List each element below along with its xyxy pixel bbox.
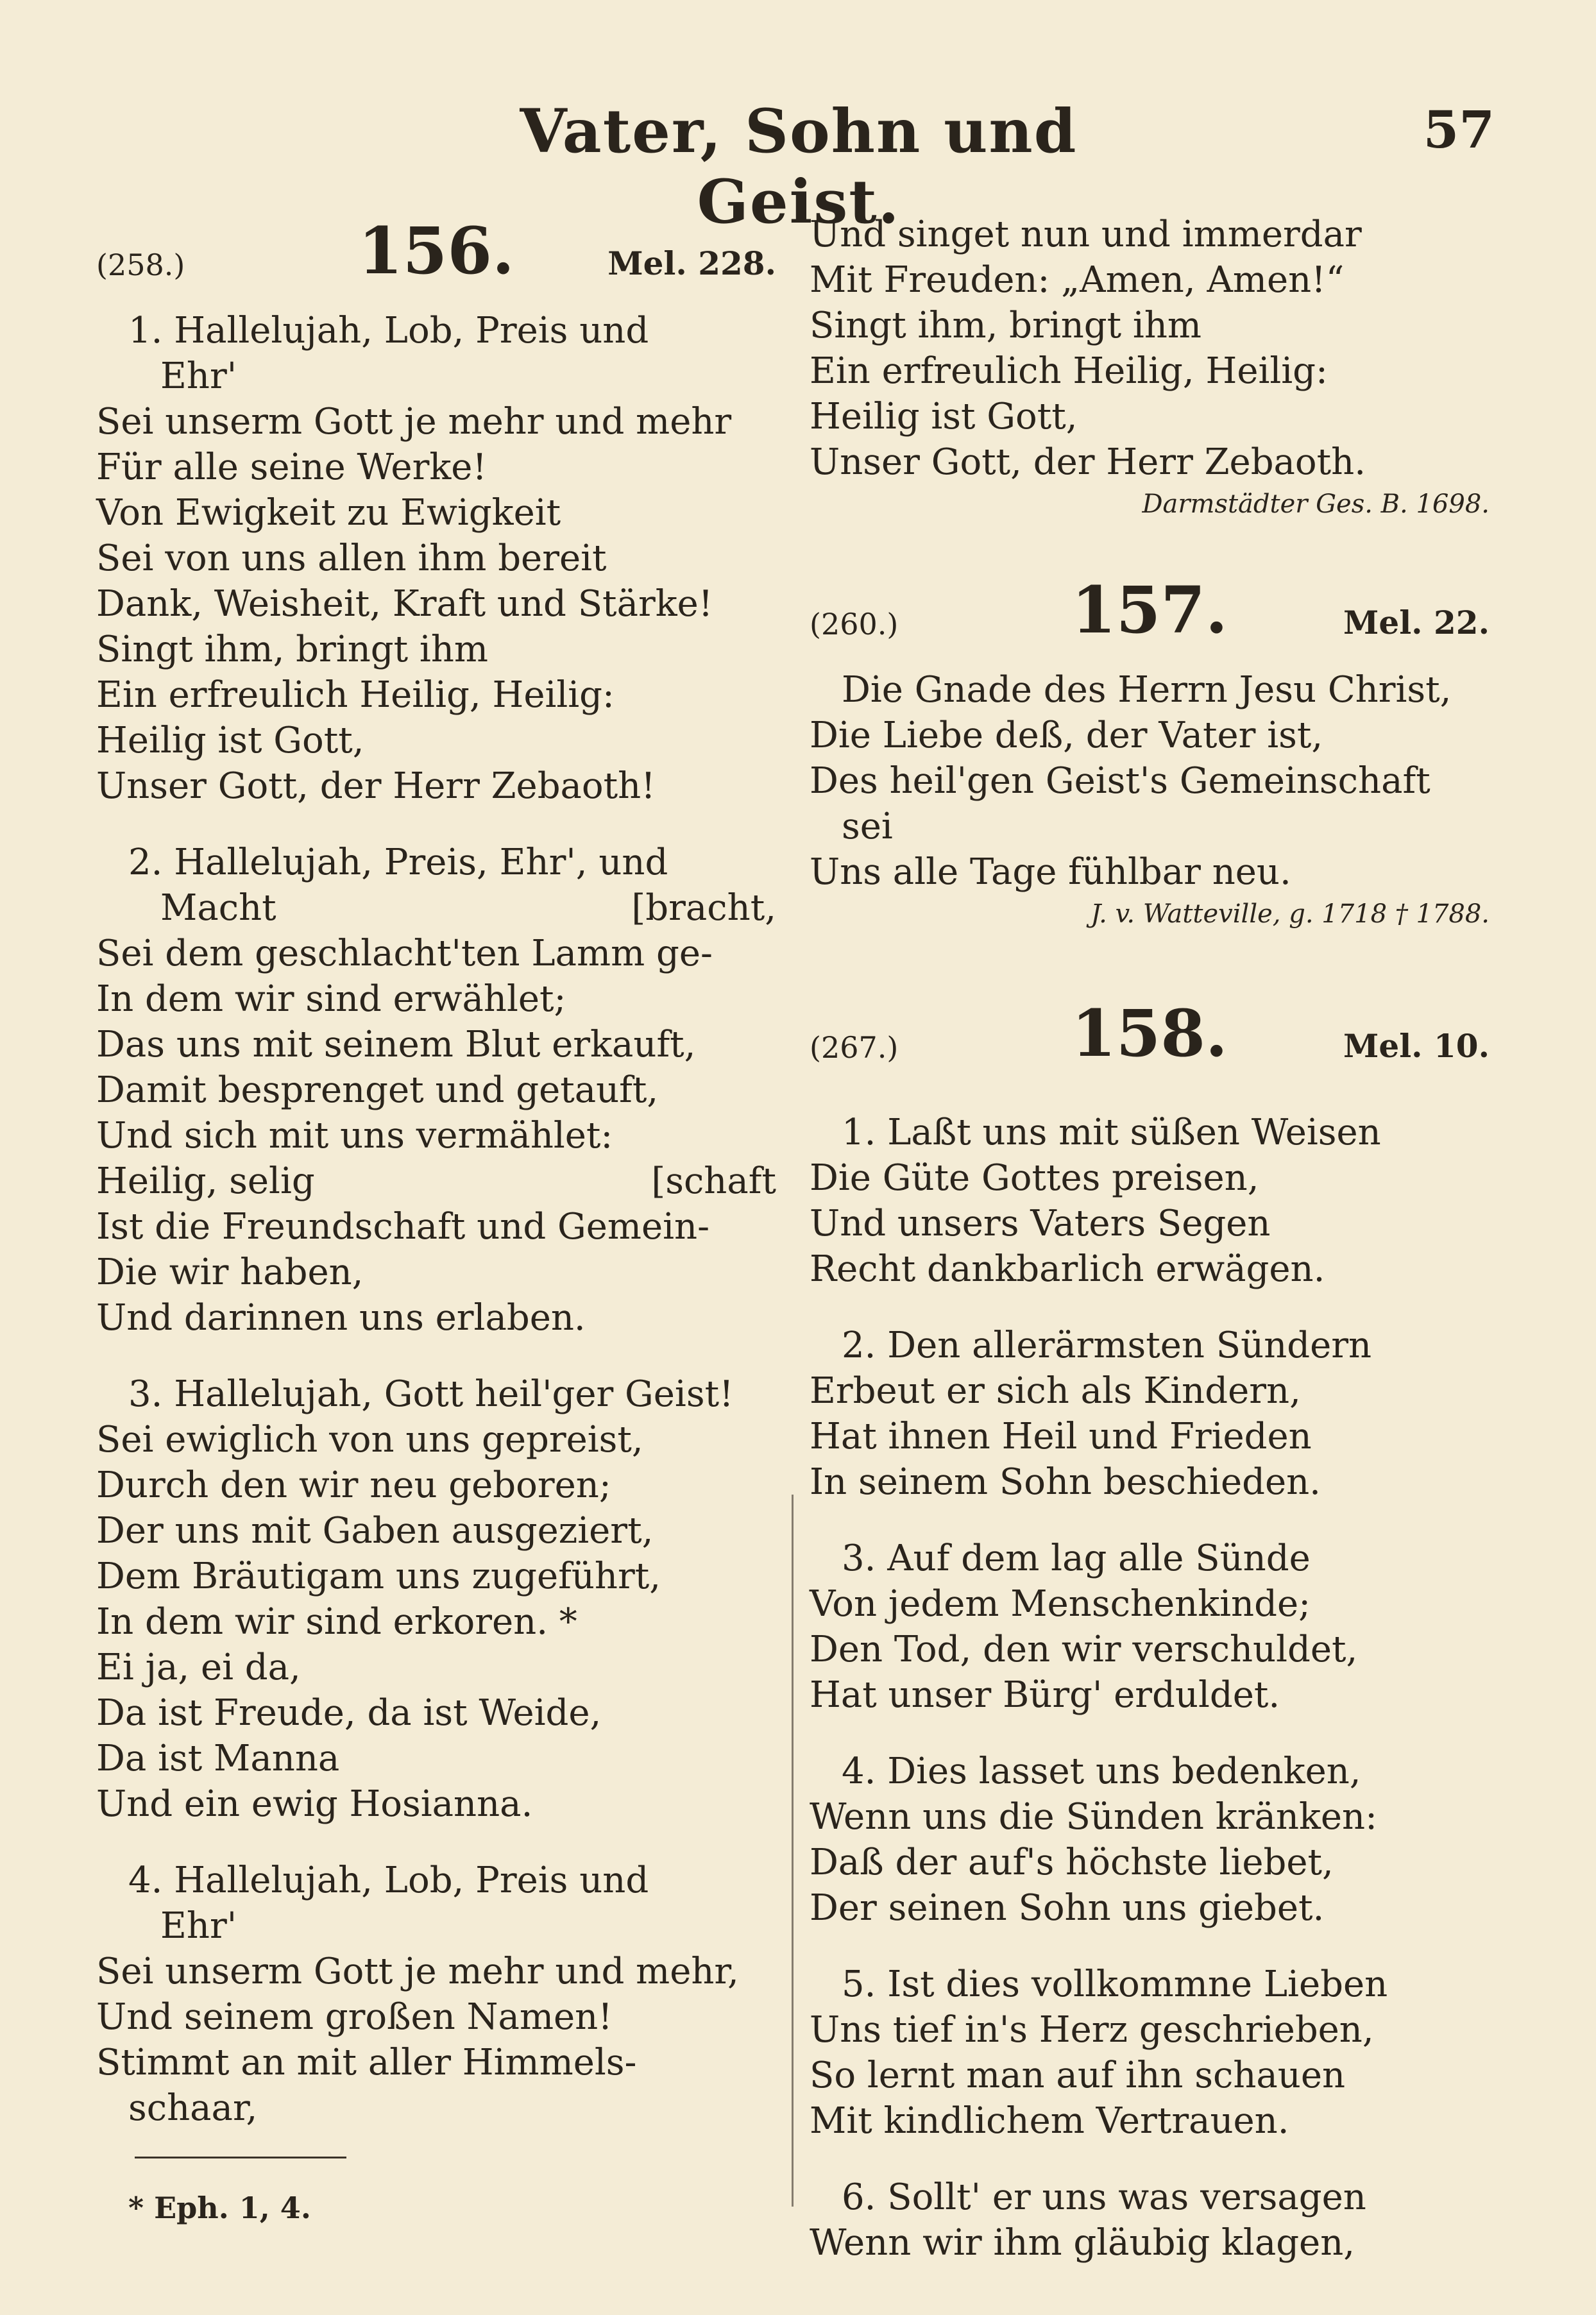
melody-ref: Mel. 228. bbox=[607, 244, 776, 282]
verse-line: Von jedem Menschenkinde; bbox=[810, 1583, 1311, 1625]
verse-line: Und darinnen uns erlaben. bbox=[96, 1297, 586, 1339]
verse-line: Recht dankbarlich erwägen. bbox=[810, 1248, 1325, 1290]
verse-line: Singt ihm, bringt ihm bbox=[810, 305, 1201, 346]
verse-line-text: Macht bbox=[160, 887, 276, 929]
verse-line: Damit besprenget und getauft, bbox=[96, 1069, 659, 1111]
verse-line: sei bbox=[842, 806, 893, 847]
verse-line: Sei unserm Gott je mehr und mehr bbox=[96, 401, 732, 443]
verse-line: 5. Ist dies vollkommne Lieben bbox=[842, 1963, 1388, 2005]
footnote: * Eph. 1, 4. bbox=[128, 2191, 311, 2225]
verse-line: Heilig ist Gott, bbox=[96, 720, 364, 761]
verse-line: Sei von uns allen ihm bereit bbox=[96, 538, 607, 579]
verse-line: schaar, bbox=[128, 2087, 258, 2129]
hymn-ref: (260.) bbox=[810, 607, 899, 641]
verse-line: 1. Hallelujah, Lob, Preis und bbox=[128, 310, 649, 352]
verse-line: Heilig ist Gott, bbox=[810, 396, 1078, 437]
verse-line: Wenn wir ihm gläubig klagen, bbox=[810, 2222, 1355, 2264]
verse-line: 4. Hallelujah, Lob, Preis und bbox=[128, 1860, 649, 1901]
verse-line: In dem wir sind erkoren. * bbox=[96, 1601, 577, 1643]
attribution: Darmstädter Ges. B. 1698. bbox=[1142, 489, 1490, 519]
verse-line: Und unsers Vaters Segen bbox=[810, 1203, 1271, 1244]
verse-line: Unser Gott, der Herr Zebaoth! bbox=[96, 765, 656, 807]
carryover-text: [bracht, bbox=[631, 887, 776, 929]
hymn-156-verses bbox=[96, 308, 776, 2131]
verse-line: Des heil'gen Geist's Gemeinschaft bbox=[810, 760, 1430, 802]
verse-line: Von Ewigkeit zu Ewigkeit bbox=[96, 492, 561, 534]
hymn-number: 157. bbox=[1071, 572, 1228, 648]
verse-line: Ei ja, ei da, bbox=[96, 1647, 301, 1688]
hymn-number: 158. bbox=[1071, 996, 1228, 1071]
verse-line: Sei ewiglich von uns gepreist, bbox=[96, 1419, 643, 1461]
verse-line: Wenn uns die Sünden kränken: bbox=[810, 1796, 1377, 1838]
melody-ref: Mel. 10. bbox=[1343, 1027, 1490, 1065]
verse-line: 3. Auf dem lag alle Sünde bbox=[842, 1538, 1311, 1579]
verse-line: Und singet nun und immerdar bbox=[810, 214, 1362, 255]
running-title: Vater, Sohn und Geist. bbox=[520, 96, 1078, 237]
verse-line: Und seinem großen Namen! bbox=[96, 1996, 613, 2038]
verse-line: Da ist Freude, da ist Weide, bbox=[96, 1692, 602, 1734]
verse-line-text: Heilig, selig bbox=[96, 1160, 315, 1202]
verse-line: Daß der auf's höchste liebet, bbox=[810, 1842, 1334, 1883]
footnote-rule bbox=[135, 2157, 346, 2158]
attribution: J. v. Watteville, g. 1718 † 1788. bbox=[1091, 899, 1490, 929]
verse-line: Ehr' bbox=[160, 355, 237, 397]
carryover-text: [schaft bbox=[651, 1160, 776, 1202]
verse-line: In dem wir sind erwählet; bbox=[96, 978, 566, 1020]
column-rule bbox=[792, 1495, 794, 2207]
page-number: 57 bbox=[1423, 99, 1495, 160]
verse-line bbox=[96, 1158, 776, 1204]
verse-line: Dem Bräutigam uns zugeführt, bbox=[96, 1556, 661, 1597]
verse-line: Der uns mit Gaben ausgeziert, bbox=[96, 1510, 654, 1552]
verse-line: Unser Gott, der Herr Zebaoth. bbox=[810, 441, 1366, 483]
hymn-156-header bbox=[96, 213, 776, 289]
verse-line: Der seinen Sohn uns giebet. bbox=[810, 1887, 1325, 1929]
verse-line: Singt ihm, bringt ihm bbox=[96, 629, 488, 670]
verse-line: Sei dem geschlacht'ten Lamm ge- bbox=[96, 933, 713, 974]
hymn-158-header bbox=[810, 996, 1490, 1071]
verse-line: 4. Dies lasset uns bedenken, bbox=[842, 1751, 1361, 1792]
verse-line: Hat unser Bürg' erduldet. bbox=[810, 1674, 1280, 1716]
hymn-157-text bbox=[810, 667, 1490, 933]
verse-line: Und sich mit uns vermählet: bbox=[96, 1115, 613, 1157]
hymn-ref: (267.) bbox=[810, 1030, 899, 1065]
verse-line: 1. Laßt uns mit süßen Weisen bbox=[842, 1112, 1381, 1153]
verse-line: 2. Den allerärmsten Sündern bbox=[842, 1325, 1372, 1366]
hymn-158-verses bbox=[810, 1110, 1490, 2266]
verse-line: Uns tief in's Herz geschrieben, bbox=[810, 2009, 1374, 2051]
verse-line: In seinem Sohn beschieden. bbox=[810, 1461, 1321, 1503]
verse-line bbox=[96, 885, 776, 931]
verse-line: Ist die Freundschaft und Gemein- bbox=[96, 1206, 709, 1248]
verse-line: Die Gnade des Herrn Jesu Christ, bbox=[842, 669, 1452, 711]
verse-line: Mit Freuden: „Amen, Amen!“ bbox=[810, 259, 1345, 301]
verse-line: Erbeut er sich als Kindern, bbox=[810, 1370, 1301, 1412]
verse-line: So lernt man auf ihn schauen bbox=[810, 2055, 1346, 2096]
verse-line: Die Güte Gottes preisen, bbox=[810, 1157, 1259, 1199]
verse-line: 2. Hallelujah, Preis, Ehr', und bbox=[128, 842, 668, 883]
verse-line: 6. Sollt' er uns was versagen bbox=[842, 2176, 1366, 2218]
verse-line: Durch den wir neu geboren; bbox=[96, 1464, 611, 1506]
verse-line: Da ist Manna bbox=[96, 1738, 340, 1779]
verse-line: Mit kindlichem Vertrauen. bbox=[810, 2100, 1289, 2142]
verse-line: Die wir haben, bbox=[96, 1251, 364, 1293]
verse-line: Für alle seine Werke! bbox=[96, 446, 487, 488]
verse-line: Ein erfreulich Heilig, Heilig: bbox=[96, 674, 615, 716]
hymn-157-header bbox=[810, 572, 1490, 648]
verse-line: Ein erfreulich Heilig, Heilig: bbox=[810, 350, 1328, 392]
verse-line: Uns alle Tage fühlbar neu. bbox=[810, 851, 1291, 893]
verse-line: Ehr' bbox=[160, 1905, 237, 1947]
verse-line: Und ein ewig Hosianna. bbox=[96, 1783, 533, 1825]
hymn-ref: (258.) bbox=[96, 248, 185, 282]
verse-line: Dank, Weisheit, Kraft und Stärke! bbox=[96, 583, 713, 625]
verse-line: Den Tod, den wir verschuldet, bbox=[810, 1629, 1358, 1670]
hymn-156-continuation bbox=[810, 212, 1490, 523]
melody-ref: Mel. 22. bbox=[1343, 604, 1490, 641]
verse-line: Stimmt an mit aller Himmels- bbox=[96, 2042, 637, 2083]
verse-line: Das uns mit seinem Blut erkauft, bbox=[96, 1024, 696, 1065]
verse-line: 3. Hallelujah, Gott heil'ger Geist! bbox=[128, 1373, 734, 1415]
hymn-number: 156. bbox=[358, 213, 514, 289]
verse-line: Sei unserm Gott je mehr und mehr, bbox=[96, 1951, 739, 1992]
verse-line: Hat ihnen Heil und Frieden bbox=[810, 1416, 1312, 1457]
verse-line: Die Liebe deß, der Vater ist, bbox=[810, 715, 1323, 756]
